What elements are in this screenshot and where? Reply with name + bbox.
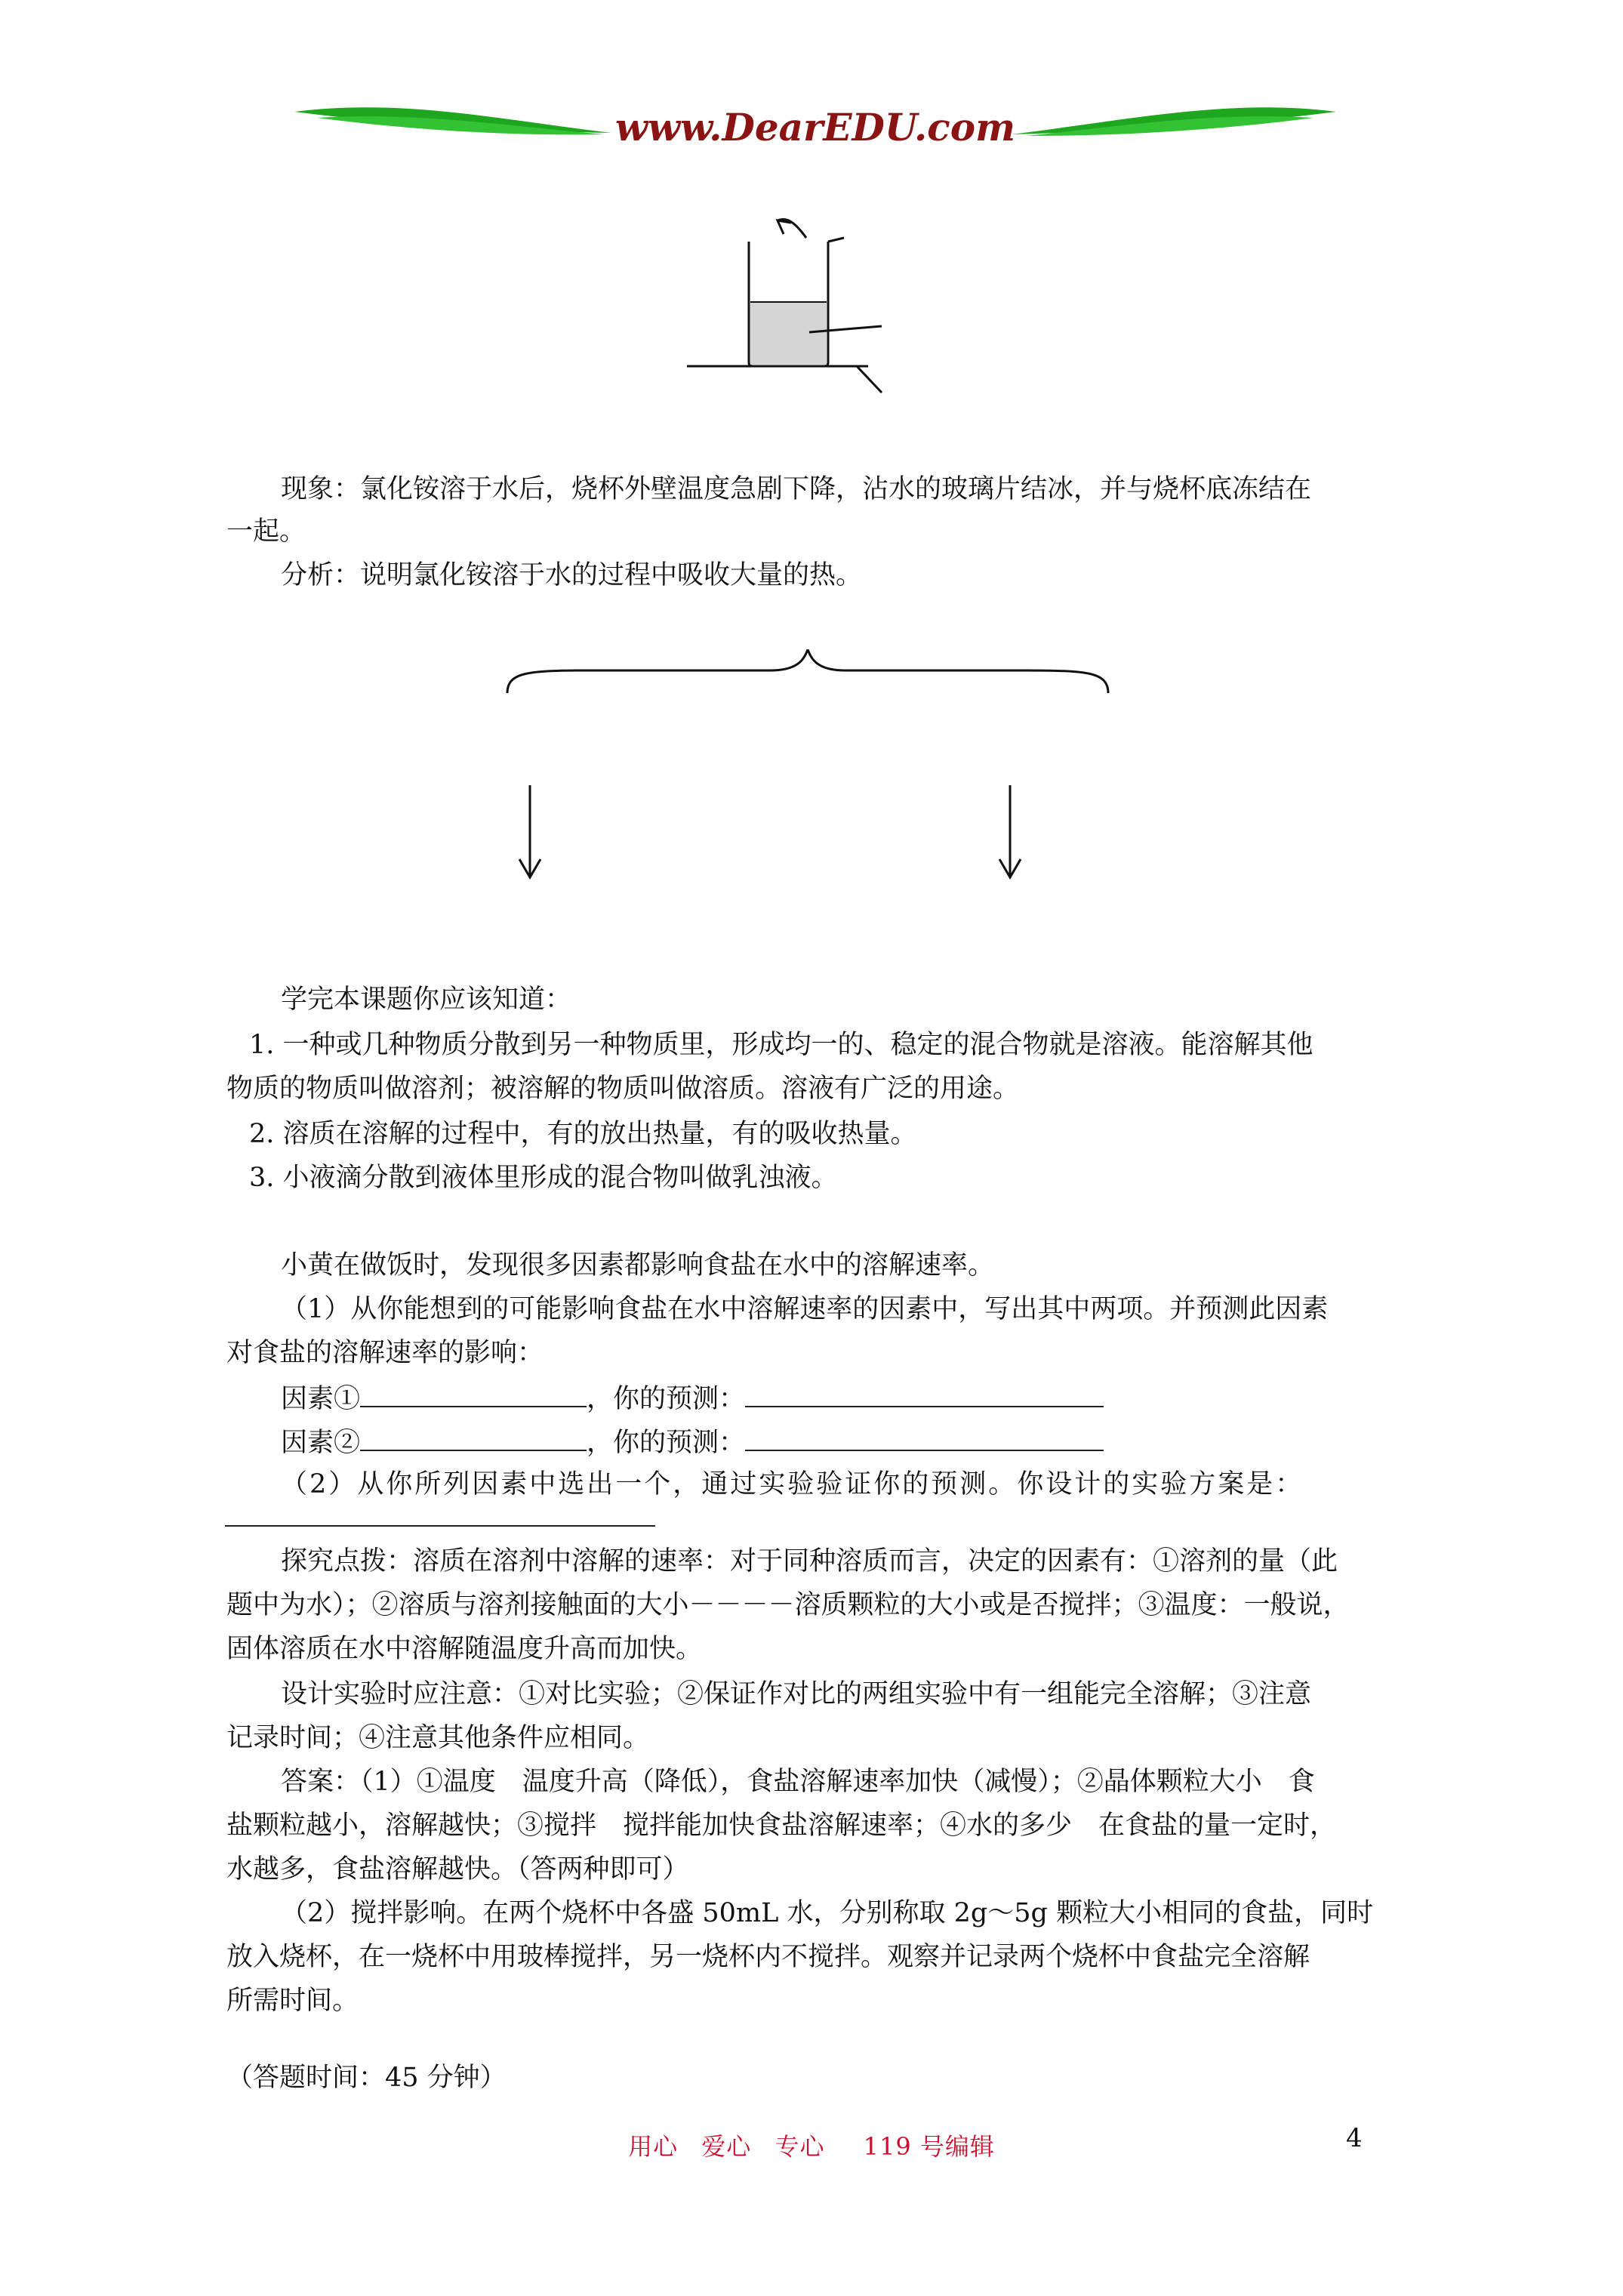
footer-item-3: 专心 — [775, 2132, 825, 2161]
hint-line-2: 题中为水）；②溶质与溶剂接触面的大小－－－－溶质颗粒的大小或是否搅拌；③温度：一般说， — [226, 1590, 1350, 1620]
question-part-2: （2）从你所列因素中选出一个，通过实验验证你的预测。你设计的实验方案是： — [281, 1469, 1304, 1499]
factor-2-predict-blank[interactable] — [745, 1419, 1104, 1451]
answer-part-2-line-1: （2）搅拌影响。在两个烧杯中各盛 50mL 水，分别称取 2g～5g 颗粒大小相同的食盐，同时 — [281, 1898, 1374, 1928]
question-part-1-line-2: 对食盐的溶解速率的影响： — [226, 1338, 544, 1368]
curly-brace-icon — [507, 649, 1108, 693]
answer-line-1: 答案：（1）①温度 温度升高（降低），食盐溶解速率加快（减慢）；②晶体颗粒大小 食 — [281, 1767, 1315, 1797]
analysis-line: 分析：说明氯化铵溶于水的过程中吸收大量的热。 — [281, 560, 863, 590]
question-part-1-line-1: （1）从你能想到的可能影响食盐在水中溶解速率的因素中，写出其中两项。并预测此因素 — [281, 1294, 1329, 1324]
hint-line-3: 固体溶质在水中溶解随温度升高而加快。 — [226, 1634, 703, 1664]
logo-text: www.DearEDU.com — [614, 105, 1016, 149]
page-number: 4 — [1346, 2123, 1363, 2153]
design-line-1: 设计实验时应注意：①对比实验；②保证作对比的两组实验中有一组能完全溶解；③注意 — [281, 1679, 1312, 1709]
footer-slogan — [0, 2128, 1623, 2162]
summary-item-1-line-2: 物质的物质叫做溶剂；被溶解的物质叫做溶质。溶液有广泛的用途。 — [226, 1074, 1020, 1104]
section-divider — [225, 1525, 655, 1527]
answer-part-2-line-2: 放入烧杯，在一烧杯中用玻棒搅拌，另一烧杯内不搅拌。观察并记录两个烧杯中食盐完全溶解 — [226, 1942, 1310, 1972]
summary-item-3: 3. 小液滴分散到液体里形成的混合物叫做乳浊液。 — [249, 1163, 838, 1193]
header-logo — [287, 89, 1344, 161]
factor-2-label: 因素② — [281, 1428, 361, 1458]
factor-2-blank[interactable] — [360, 1419, 587, 1451]
factor-1-row — [281, 1376, 1489, 1420]
hint-line-1: 探究点拨：溶质在溶剂中溶解的速率：对于同种溶质而言，决定的因素有：①溶剂的量（此 — [281, 1546, 1338, 1576]
time-note: （答题时间：45 分钟） — [226, 2063, 507, 2093]
footer-item-1: 用心 — [628, 2132, 679, 2161]
footer-item-4: 119 号编辑 — [863, 2132, 995, 2161]
answer-part-2-line-3: 所需时间。 — [226, 1986, 359, 2016]
factor-1-predict-blank[interactable] — [745, 1376, 1104, 1407]
answer-line-3: 水越多，食盐溶解越快。（答两种即可） — [226, 1854, 689, 1885]
observation-line-1: 现象：氯化铵溶于水后，烧杯外壁温度急剧下降，沾水的玻璃片结冰，并与烧杯底冻结在 — [281, 474, 1312, 504]
factor-2-predict-label: ，你的预测： — [587, 1428, 746, 1458]
summary-item-1-line-1: 1. 一种或几种物质分散到另一种物质里，形成均一的、稳定的混合物就是溶液。能溶解其他 — [249, 1030, 1313, 1060]
observation-line-2: 一起。 — [226, 516, 306, 547]
factor-1-blank[interactable] — [360, 1376, 587, 1407]
factor-1-label: 因素① — [281, 1384, 361, 1414]
factor-2-row — [281, 1419, 1489, 1464]
factor-1-predict-label: ，你的预测： — [587, 1384, 746, 1414]
answer-line-2: 盐颗粒越小，溶解越快；③搅拌 搅拌能加快食盐溶解速率；④水的多少 在食盐的量一定时， — [226, 1811, 1337, 1841]
question-stem: 小黄在做饭时，发现很多因素都影响食盐在水中的溶解速率。 — [281, 1250, 995, 1281]
summary-item-2: 2. 溶质在溶解的过程中，有的放出热量，有的吸收热量。 — [249, 1119, 917, 1149]
footer-item-2: 爱心 — [701, 2132, 752, 2161]
brace-diagram — [498, 649, 1117, 891]
summary-intro: 学完本课题你应该知道： — [281, 985, 572, 1015]
design-line-2: 记录时间；④注意其他条件应相同。 — [226, 1723, 650, 1753]
beaker-figure — [679, 204, 906, 400]
